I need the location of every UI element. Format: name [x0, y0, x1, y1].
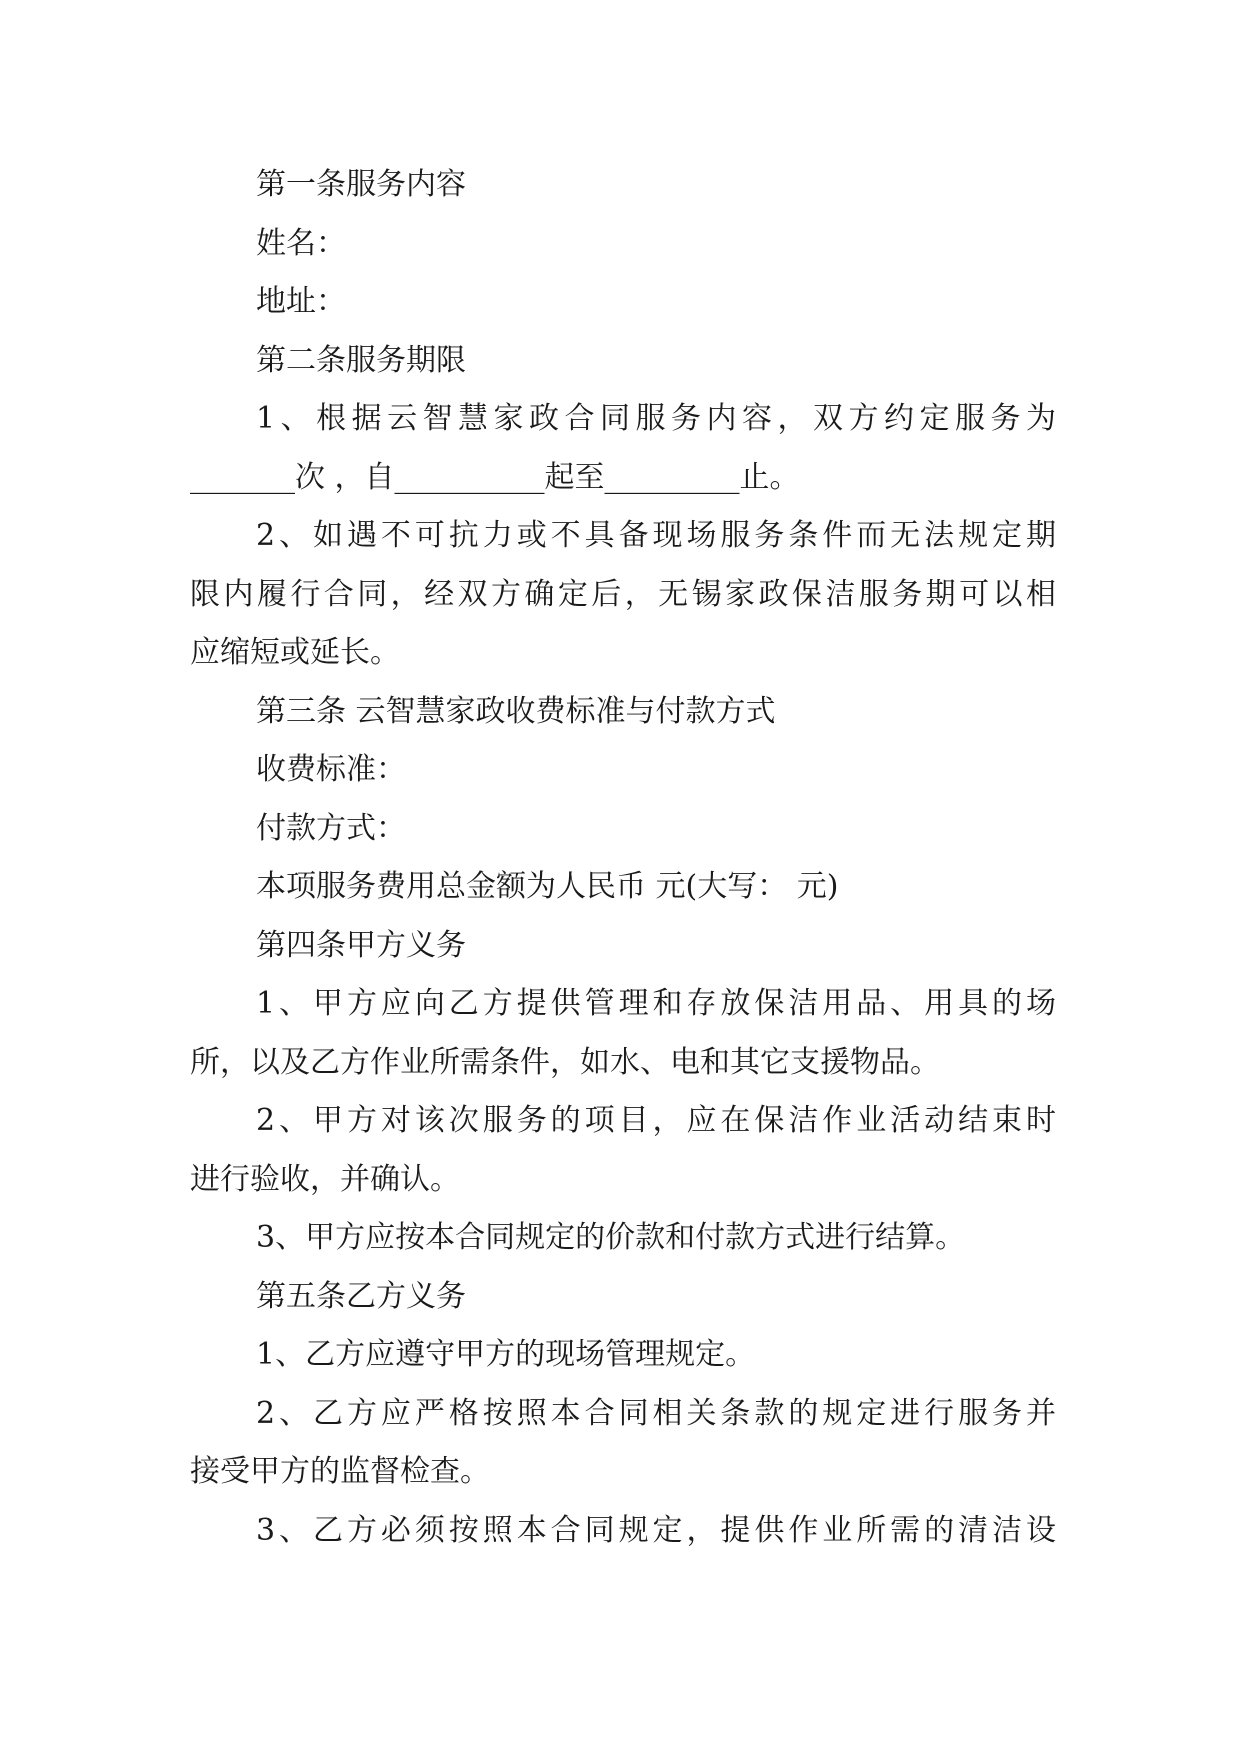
clause-5-1: 1、乙方应遵守甲方的现场管理规定。 [256, 1337, 756, 1372]
clause-2-2-line-2: 限内履行合同，经双方确定后，无锡家政保洁服务期可以相 [190, 576, 1056, 612]
clause-5-2-line-2: 接受甲方的监督检查。 [190, 1454, 490, 1489]
section-1-heading: 第一条服务内容 [256, 167, 466, 202]
section-2-heading: 第二条服务期限 [256, 342, 466, 378]
total-amount-line: 本项服务费用总金额为人民币 元(大写： 元) [256, 869, 839, 904]
section-3-heading: 第三条 云智慧家政收费标准与付款方式 [256, 693, 776, 729]
document-body [190, 156, 1056, 1560]
name-field-label: 姓名： [256, 225, 346, 261]
fee-standard-label: 收费标准： [256, 752, 406, 787]
section-4-heading: 第四条甲方义务 [256, 927, 466, 963]
clause-4-3: 3、甲方应按本合同规定的价款和付款方式进行结算。 [256, 1220, 966, 1255]
clause-5-3-line-1: 3、乙方必须按照本合同规定，提供作业所需的清洁设 [256, 1512, 1056, 1548]
clause-4-1-line-1: 1、甲方应向乙方提供管理和存放保洁用品、用具的场 [256, 986, 1056, 1021]
clause-4-2-line-2: 进行验收，并确认。 [190, 1161, 460, 1197]
clause-2-1-line-2: _______次 ，自__________起至_________止。 [190, 459, 800, 495]
clause-5-2-line-1: 2、乙方应严格按照本合同相关条款的规定进行服务并 [256, 1395, 1056, 1431]
clause-2-2-line-3: 应缩短或延长。 [190, 635, 400, 670]
address-field-label: 地址： [256, 284, 346, 319]
section-5-heading: 第五条乙方义务 [256, 1278, 466, 1314]
clause-4-1-line-2: 所，以及乙方作业所需条件，如水、电和其它支援物品。 [190, 1044, 940, 1080]
clause-2-1-line-1: 1、根据云智慧家政合同服务内容，双方约定服务为 [256, 401, 1056, 436]
clause-4-2-line-1: 2、甲方对该次服务的项目，应在保洁作业活动结束时 [256, 1103, 1056, 1138]
clause-2-2-line-1: 2、如遇不可抗力或不具备现场服务条件而无法规定期 [256, 518, 1056, 553]
payment-method-label: 付款方式： [256, 810, 406, 846]
